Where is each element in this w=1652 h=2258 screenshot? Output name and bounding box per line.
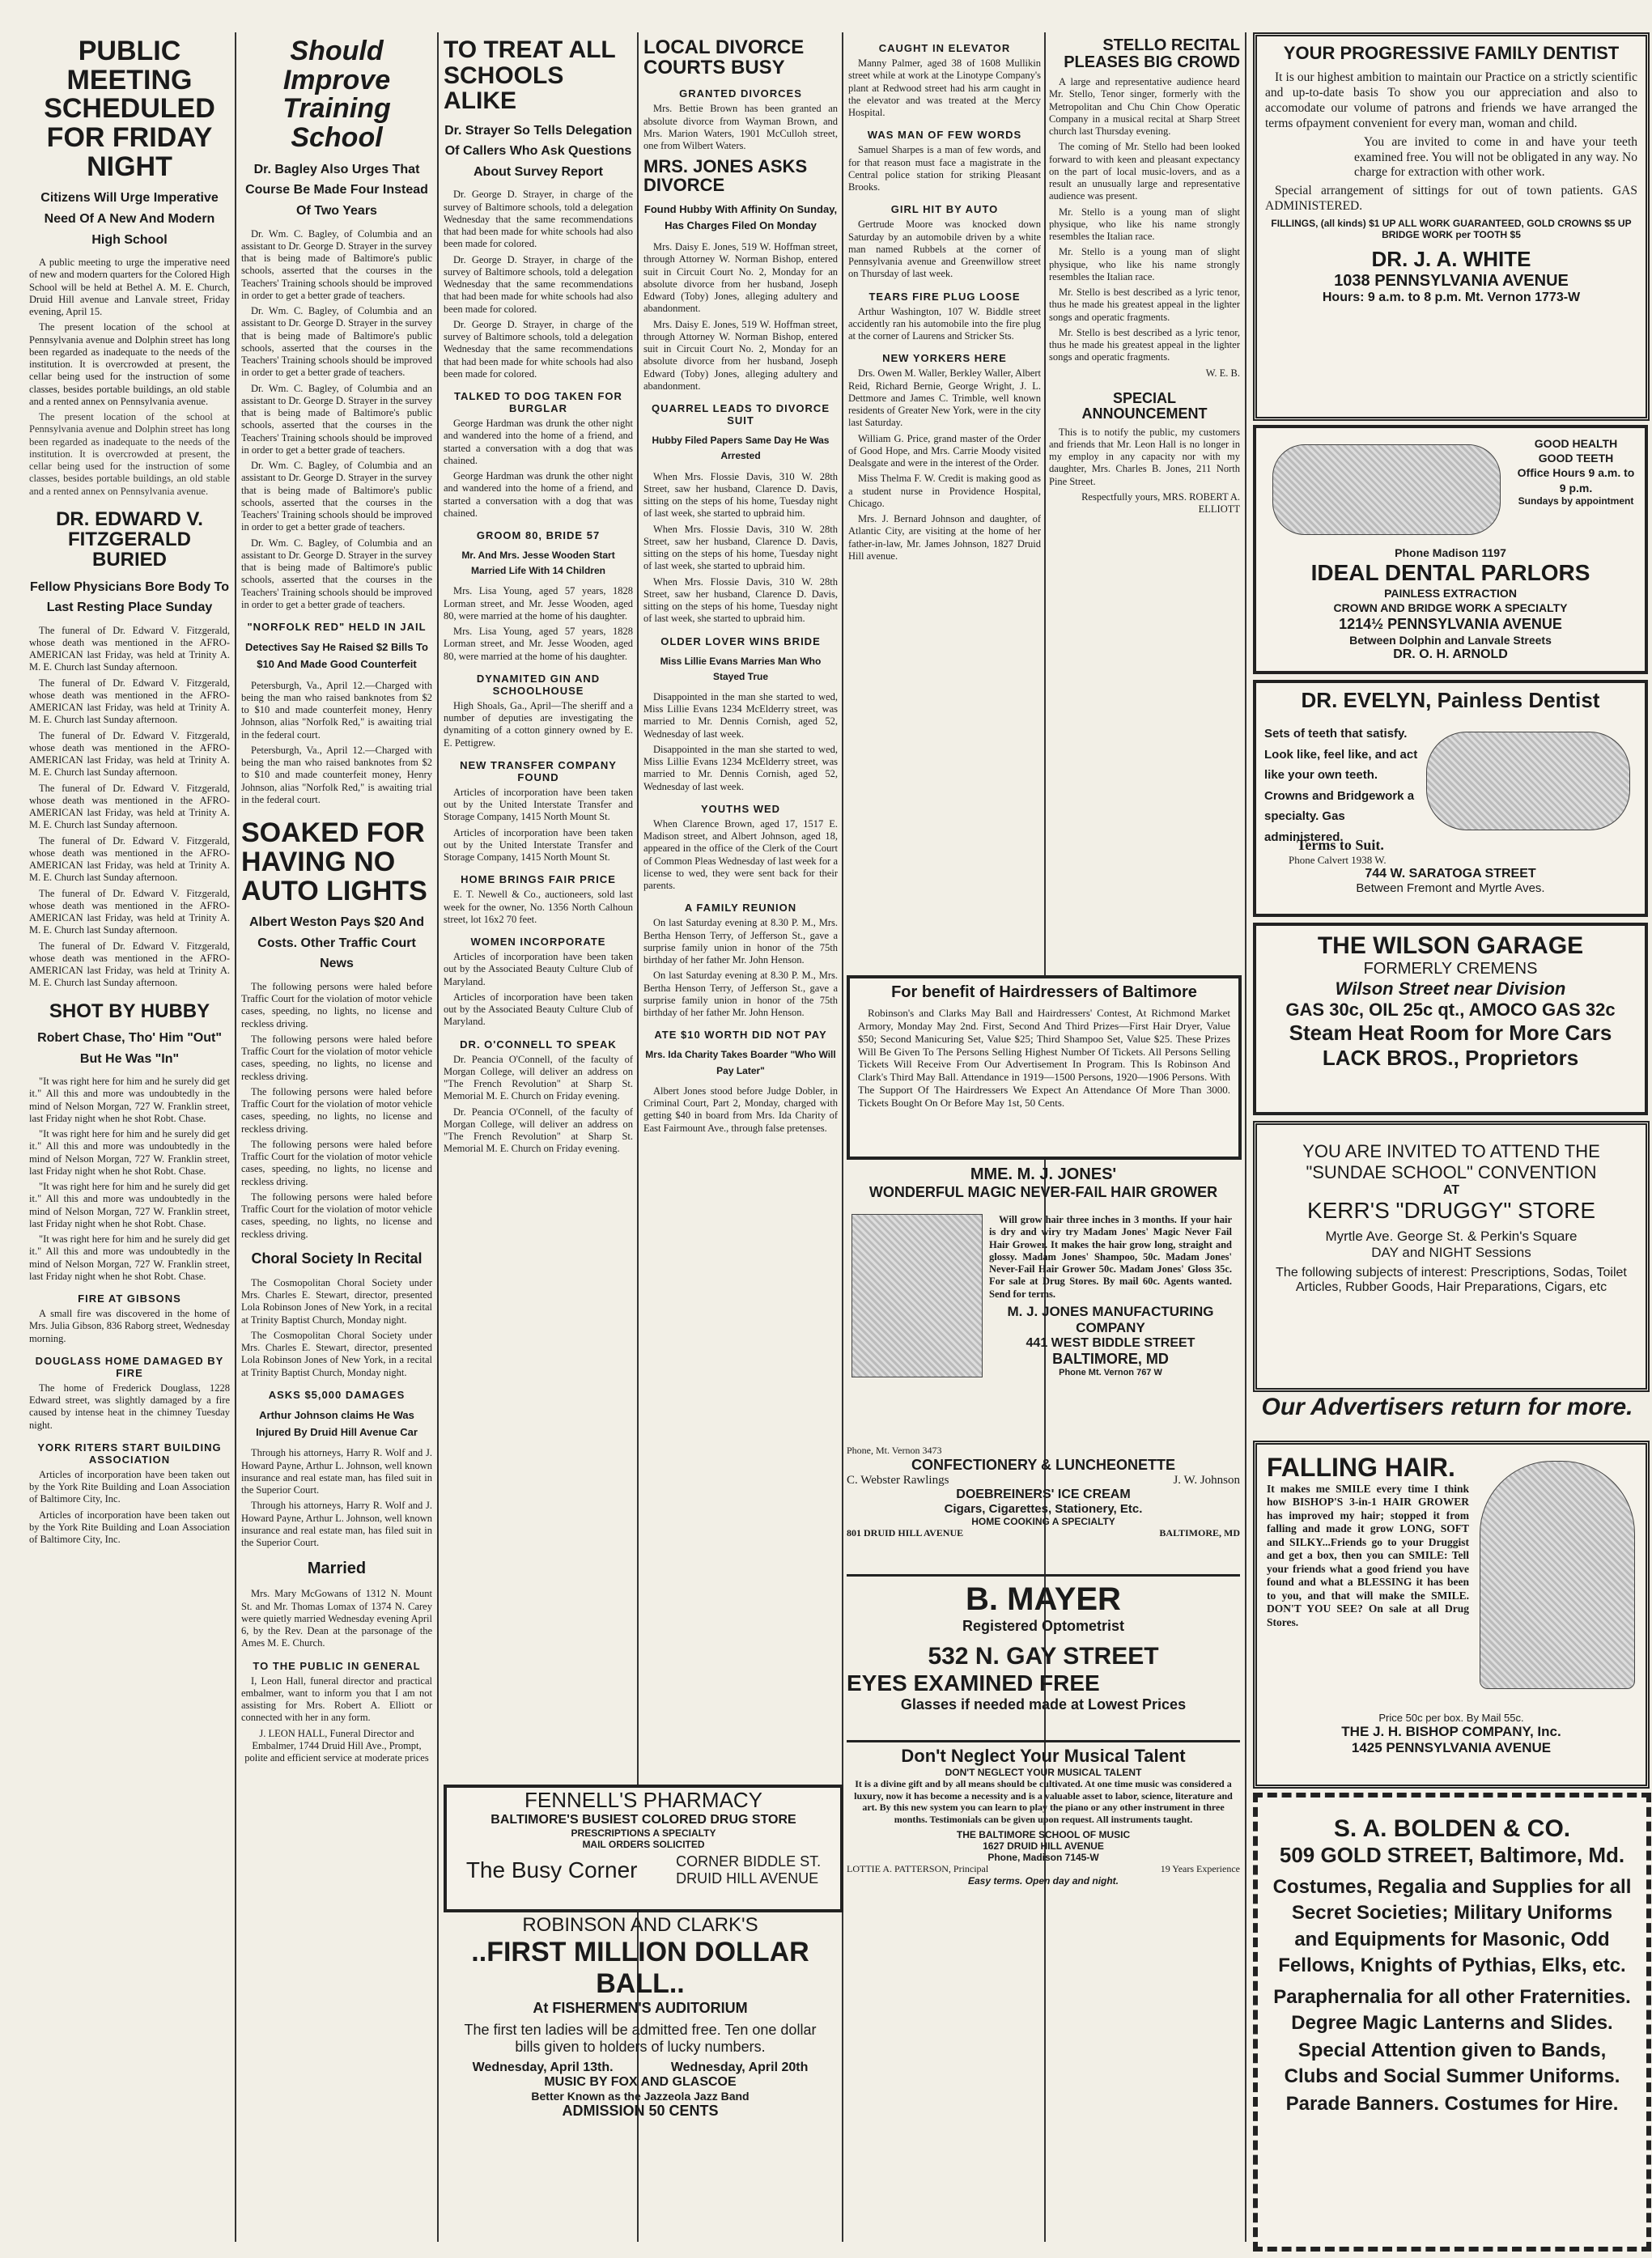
headline-fitzgerald: DR. EDWARD V. FITZGERALD BURIED <box>56 507 203 571</box>
ad-title: ..FIRST MILLION DOLLAR BALL.. <box>471 1937 809 1999</box>
column-2 <box>241 32 432 2242</box>
article-paragraph: The funeral of Dr. Edward V. Fitzgerald, whose death was mentioned in the AFRO-AMERICAN last Friday, was held at Trinity A. M. E. Church last Sunday afternoon. <box>29 834 230 884</box>
ad-title: S. A. BOLDEN & CO. <box>1333 1815 1571 1842</box>
ad-kerr <box>1253 1121 1650 1392</box>
ad-subtitle: DON'T NEGLECT YOUR MUSICAL TALENT <box>945 1767 1142 1778</box>
article-paragraph: Mr. Stello is a young man of slight physique, who like his name strongly resembles the Italian race. <box>1049 246 1240 282</box>
article-paragraph: Mrs. Lisa Young, aged 57 years, 1828 Lorman street, and Mr. Jesse Wooden, aged 80, were married at the home of his daughter. <box>444 626 633 662</box>
article-paragraph: Articles of incorporation have been taken out by the United Interstate Transfer and Storage Company, 1415 North Mount St. <box>444 826 633 864</box>
ad-title: DR. EVELYN, Painless Dentist <box>1301 688 1600 712</box>
article-paragraph: Dr. Peancia O'Connell, of the faculty of Morgan College, will deliver an address on "The French Revolution" at Sharp St. Memorial M. E. Church on Friday evening. <box>444 1053 633 1102</box>
article-paragraph: Samuel Sharpes is a man of few words, and for that reason must face a magistrate in the Central police station for striking Pleasant Brooks. <box>848 144 1041 193</box>
ad-name-left: C. Webster Rawlings <box>847 1474 949 1487</box>
subhead-older-lover: OLDER LOVER WINS BRIDE <box>660 635 821 647</box>
signature-web: W. E. B. <box>1205 367 1240 379</box>
ad-subtitle: BALTIMORE'S BUSIEST COLORED DRUG STORE <box>491 1813 796 1827</box>
ad-fennell <box>444 1785 843 1912</box>
ad-title: YOUR PROGRESSIVE FAMILY DENTIST <box>1283 43 1620 63</box>
ad-prices: FILLINGS, (all kinds) $1 UP ALL WORK GUARANTEED, GOLD CROWNS $5 UP BRIDGE WORK per TOOTH $5 <box>1271 218 1632 241</box>
ad-phone: Phone Calvert 1938 W. <box>1289 854 1387 866</box>
ad-line: HOME COOKING A SPECIALTY <box>971 1516 1115 1527</box>
subhead-fire-plug: TEARS FIRE PLUG LOOSE <box>868 290 1021 303</box>
article-paragraph: On last Saturday evening at 8.30 P. M., Mrs. Bertha Henson Terry, of Jefferson St., gave a surprise family union in honor of the 75th birthday of her father Mr. John Henson. <box>643 917 838 966</box>
article-paragraph: A large and representative audience heard Mr. Stello, Tenor singer, formerly with the Metropolitan and Chu Chin Chow Operatic Company in a musical recital at Sharp Street church last Thursday evening. <box>1049 76 1240 137</box>
ad-subtitle: Registered Optometrist <box>962 1618 1125 1634</box>
article-paragraph: Dr. George D. Strayer, in charge of the survey of Baltimore schools, told a delegation Wednesday that the same recommendations that had been made for white schools had also been made for colored. <box>444 253 633 315</box>
ad-bolden <box>1253 1793 1651 2252</box>
subhead-quarrel: QUARREL LEADS TO DIVORCE SUIT <box>652 402 830 427</box>
article-paragraph: George Hardman was drunk the other night and wandered into the home of a friend, and started a conversation with a dog that was chained. <box>444 470 633 519</box>
ad-venue: At FISHERMEN'S AUDITORIUM <box>533 2000 748 2016</box>
ad-title: MME. M. J. JONES' <box>970 1165 1117 1183</box>
subhead-york-riters: YORK RITERS START BUILDING ASSOCIATION <box>37 1441 222 1466</box>
ad-music: MUSIC BY FOX AND GLASCOE <box>544 2075 737 2089</box>
teeth-illustration <box>1272 444 1501 535</box>
column-rule <box>437 32 439 2242</box>
article-paragraph: E. T. Newell & Co., auctioneers, sold last week for the owner, No. 1356 North Calhoun street, lot 16x2 70 feet. <box>444 889 633 925</box>
article-paragraph: Articles of incorporation have been taken out by the York Rite Building and Loan Association of Baltimore City, Inc. <box>29 1468 230 1505</box>
subhead-fire-gibsons: FIRE AT GIBSONS <box>78 1292 181 1305</box>
article-paragraph: Mrs. J. Bernard Johnson and daughter, of Atlantic City, are visiting at the home of her father-in-law, Mr. James Johnson, 1827 Druid Hill avenue. <box>848 513 1041 562</box>
column-4 <box>643 32 838 1246</box>
subhead-norfolk-red: "NORFOLK RED" HELD IN JAIL <box>247 621 427 634</box>
article-paragraph: Petersburgh, Va., April 12.—Charged with being the man who raised banknotes from $2 to $10 and made counterfeit money, Henry Johnson, alias "Norfolk Red," is awaiting trial in the federal court. <box>241 744 432 805</box>
article-paragraph: The coming of Mr. Stello had been looked forward to with keen and pleasant expectancy on the part of local music-lovers, and as a result an unusually large and representative audience was present. <box>1049 141 1240 202</box>
article-paragraph: The present location of the school at Pennsylvania avenue and Dolphin street has long been regarded as inadequate to the needs of the institution. It is overcrowded at present, the cellar being used for the instruction of some classes, besides portable buildings, an old stable and a rented annex on Pennsylvania avenue. <box>29 411 230 497</box>
subhead-home-price: HOME BRINGS FAIR PRICE <box>461 873 616 886</box>
deck-fitzgerald: Fellow Physicians Bore Body To Last Resting Place Sunday <box>30 579 229 615</box>
article-paragraph: Articles of incorporation have been taken out by the Associated Beauty Culture Club of Maryland. <box>444 991 633 1028</box>
article-paragraph: "It was right here for him and he surely did get it." All this and more was undoubtedly in the mind of Nelson Morgan, 727 W. Franklin street, last Friday night when he shot Robt. Chase. <box>29 1233 230 1282</box>
article-paragraph: The funeral of Dr. Edward V. Fitzgerald, whose death was mentioned in the AFRO-AMERICAN last Friday, was held at Trinity A. M. E. Church last Sunday afternoon. <box>29 782 230 831</box>
article-paragraph: The following persons were haled before Traffic Court for the violation of motor vehicle cases, speeding, no lights, no license and reckless driving. <box>241 1085 432 1135</box>
ad-body: The first ten ladies will be admitted free. Ten one dollar bills given to holders of lucky numbers. <box>464 2022 817 2055</box>
subhead-douglass-home: DOUGLASS HOME DAMAGED BY FIRE <box>35 1354 224 1379</box>
headline-divorce-courts: LOCAL DIVORCE COURTS BUSY <box>643 36 805 79</box>
ad-line: DAY and NIGHT Sessions <box>1371 1245 1531 1260</box>
column-6 <box>1049 32 1240 963</box>
article-paragraph: Mrs. Mary McGowans of 1312 N. Mount St. and Mr. Thomas Lomax of 1374 N. Carey were quietly married Wednesday evening April 6, by the Rev. Dean at the parsonage of the Ames M. E. Church. <box>241 1588 432 1649</box>
subhead-groom: GROOM 80, BRIDE 57 <box>476 529 601 542</box>
subhead-elevator: CAUGHT IN ELEVATOR <box>878 42 1011 54</box>
subhead-youths-wed: YOUTHS WED <box>700 802 781 815</box>
ad-address: 1214½ PENNSYLVANIA AVENUE <box>1339 615 1562 632</box>
article-paragraph: Dr. Wm. C. Bagley, of Columbia and an assistant to Dr. George D. Strayer in the survey that is being made of Baltimore's public schools, asserted that the courses in the Teachers' Training schools should be improved in order to get a better grade of teachers. <box>241 305 432 379</box>
article-paragraph: Arthur Washington, 107 W. Biddle street accidently ran his automobile into the fire plug at the corner of Laurens and Stricker Sts. <box>848 305 1041 342</box>
subhead-married: Married <box>307 1560 367 1578</box>
ad-address: 532 N. GAY STREET <box>928 1643 1159 1670</box>
signature-leon-hall: J. LEON HALL, Funeral Director and Embalmer, 1744 Druid Hill Ave., Prompt, polite and efficient service at moderate prices <box>244 1727 429 1764</box>
ad-line: PRESCRIPTIONS A SPECIALTY <box>571 1827 716 1839</box>
ad-at: AT <box>1442 1183 1460 1197</box>
ad-ideal-dental <box>1253 425 1648 674</box>
deck-damages: Arthur Johnson claims He Was Injured By Druid Hill Avenue Car <box>256 1408 418 1438</box>
ad-city: BALTIMORE, MD <box>1159 1527 1240 1539</box>
article-paragraph: The following persons were haled before Traffic Court for the violation of motor vehicle cases, speeding, no lights, no license and reckless driving. <box>241 1033 432 1082</box>
article-paragraph: Dr. Wm. C. Bagley, of Columbia and an assistant to Dr. George D. Strayer in the survey that is being made of Baltimore's public schools, asserted that the courses in the Teachers' Training schools should be improved in order to get a better grade of teachers. <box>241 227 432 301</box>
ad-line: Parade Banners. Costumes for Hire. <box>1285 2093 1619 2116</box>
article-paragraph: High Shoals, Ga., April—The sheriff and a number of deputies are investigating the dynamiting of a cotton ginnery owned by E. E. Pettigrew. <box>444 699 633 749</box>
ad-address: 1425 PENNSYLVANIA AVENUE <box>1351 1740 1552 1755</box>
ad-line: MAIL ORDERS SOLICITED <box>582 1839 705 1850</box>
ad-name-right: J. W. Johnson <box>1173 1474 1240 1487</box>
ad-line: CROWN AND BRIDGE WORK A SPECIALTY <box>1333 601 1568 615</box>
ad-body: It is our highest ambition to maintain our Practice on a strictly scientific and up-to-date basis To show you our appreciation and also to accomodate our volume of patrons and friends we have arranged the terms ofpayment convenient for every man, woman and child. <box>1265 70 1637 130</box>
ad-line: "SUNDAE SCHOOL" CONVENTION <box>1306 1162 1597 1182</box>
subhead-transfer: NEW TRANSFER COMPANY FOUND <box>460 758 617 783</box>
ad-body: Robinson's and Clarks May Ball and Hairdressers' Contest, At Richmond Market Armory, Monday May 2nd. First, Second And Third Prizes—First Hair Dryer, Value $50; Second Manicuring Set, Value $25; Third Shampoo Set, Value $25. These Prizes Will Be Given To The Persons Selling Highest Number Of Tickets. All Persons Selling Tickets Will Receive From Our Advertisement In Program. This Is Robinson And Clark's Third May Ball. Attendance in 1919—1500 Persons, 1920—1906 Persons. With The Support Of The Hairdressers We Expect An Attendance Of More Than 3000. Tickets Bought On Or Before May 1st, 50 Cents. <box>858 1007 1230 1110</box>
ad-body: Sets of teeth that satisfy. Look like, feel like, and act like your own teeth. Crowns and Bridgework a specialty. Gas administered. <box>1264 727 1418 844</box>
article-paragraph: Miss Thelma F. W. Credit is making good as a student nurse in Providence Hospital, Chicago. <box>848 473 1041 509</box>
subhead-granted: GRANTED DIVORCES <box>679 87 802 100</box>
ad-subtitle: WONDERFUL MAGIC NEVER-FAIL HAIR GROWER <box>868 1184 1218 1200</box>
ad-hairdressers <box>847 975 1242 1160</box>
article-paragraph: When Clarence Brown, aged 17, 1517 E. Madison street, and Albert Johnson, aged 18, appeared in the office of the Clerk of the Court of Common Pleas Wednesday of last week for a license to wed, they were sent back for their parents. <box>643 817 838 892</box>
article-paragraph: On last Saturday evening at 8.30 P. M., Mrs. Bertha Henson Terry, of Jefferson St., gave a surprise family union in honor of the 75th birthday of her father Mr. John Henson. <box>643 970 838 1019</box>
ad-hours: Sundays by appointment <box>1518 494 1634 507</box>
ad-date: Wednesday, April 13th. <box>472 2061 614 2074</box>
article-paragraph: A public meeting to urge the imperative need of new and modern quarters for the Colored High School will be held at Bethel A. M. E. Church, Druid Hill avenue and Lanvale street, Friday evening, April 15. <box>29 257 230 318</box>
column-rule <box>235 32 236 2242</box>
tagline-advertisers: Our Advertisers return for more. <box>1261 1394 1633 1420</box>
article-paragraph: Articles of incorporation have been taken out by the Associated Beauty Culture Club of Maryland. <box>444 951 633 987</box>
ad-line: Between Dolphin and Lanvale Streets <box>1349 633 1552 647</box>
column-rule <box>1245 32 1246 2242</box>
headline-treat-schools: TO TREAT ALL SCHOOLS ALIKE <box>444 36 616 114</box>
ad-line: Degree Magic Lanterns and Slides. <box>1291 2011 1613 2034</box>
headline-soaked: SOAKED FOR HAVING NO AUTO LIGHTS <box>241 817 427 906</box>
article-paragraph: When Mrs. Flossie Davis, 310 W. 28th Street, saw her husband, Clarence D. Davis, sitting on the steps of his home, Tuesday night of last week, she started to upbraid him. <box>643 470 838 520</box>
ad-hours: Office Hours 9 a.m. to 9 p.m. <box>1517 466 1635 494</box>
ad-busy-corner: The Busy Corner <box>465 1857 638 1882</box>
article-paragraph: Dr. Wm. C. Bagley, of Columbia and an assistant to Dr. George D. Strayer in the survey that is being made of Baltimore's public schools, asserted that the courses in the Teachers' Training schools should be improved in order to get a better grade of teachers. <box>241 460 432 533</box>
ad-hours: Hours: 9 a.m. to 8 p.m. Mt. Vernon 1773-W <box>1322 291 1581 305</box>
article-paragraph: Mr. Stello is best described as a lyric tenor, thus he made his greatest appeal in the lighter songs and operatic fragments. <box>1049 286 1240 323</box>
subhead-ate-10: ATE $10 WORTH DID NOT PAY <box>654 1029 827 1042</box>
article-paragraph: The present location of the school at Pennsylvania avenue and Dolphin street has long been regarded as inadequate to the needs of the institution. It is overcrowded at present, the cellar being used for the instruction of some classes, besides portable buildings, an old stable and a rented annex on Pennsylvania avenue. <box>29 321 230 407</box>
ad-phone: Phone, Mt. Vernon 3473 <box>847 1445 942 1456</box>
ad-address: 1627 DRUID HILL AVENUE <box>983 1840 1104 1852</box>
subhead-dynamited: DYNAMITED GIN AND SCHOOLHOUSE <box>476 672 601 697</box>
article-paragraph: Dr. George D. Strayer, in charge of the survey of Baltimore schools, told a delegation Wednesday that the same recommendations that had been made for white schools had also been made for colored. <box>444 318 633 380</box>
article-paragraph: This is to notify the public, my customers and friends that Mr. Leon Hall is no longer in my employ in any capacity nor with my daughter, Mrs. Charles B. Jones, 211 North Pine Street. <box>1049 426 1240 487</box>
deck-soaked: Albert Weston Pays $20 And Costs. Other Traffic Court News <box>248 915 425 971</box>
article-paragraph: Albert Jones stood before Judge Dobler, in Criminal Court, Part 2, Monday, charged with getting $40 in board from Mrs. Ida Charity of East Fairmount Ave., through false pretenses. <box>643 1084 838 1134</box>
article-paragraph: The funeral of Dr. Edward V. Fitzgerald, whose death was mentioned in the AFRO-AMERICAN last Friday, was held at Trinity A. M. E. Church last Sunday afternoon. <box>29 677 230 726</box>
article-paragraph: Articles of incorporation have been taken out by the United Interstate Transfer and Storage Company, 1415 North Mount St. <box>444 786 633 823</box>
article-paragraph: The funeral of Dr. Edward V. Fitzgerald, whose death was mentioned in the AFRO-AMERICAN last Friday, was held at Trinity A. M. E. Church last Sunday afternoon. <box>29 624 230 673</box>
article-paragraph: The Cosmopolitan Choral Society under Mrs. Charles E. Stewart, director, presented Lola Robinson Jones of New York, in a recital at Trinity Baptist Church, Monday night. <box>241 1276 432 1326</box>
ad-city: BALTIMORE, MD <box>1052 1350 1169 1367</box>
subhead-oconnell: DR. O'CONNELL TO SPEAK <box>460 1038 617 1050</box>
article-paragraph: Articles of incorporation have been taken out by the York Rite Building and Loan Association of Baltimore City, Inc. <box>29 1509 230 1546</box>
headline-mrs-jones: MRS. JONES ASKS DIVORCE <box>643 156 808 196</box>
article-paragraph: William G. Price, grand master of the Order of Good Hope, and Mrs. Carrie Moody visited Dealsgate and were in the interest of the Order. <box>848 432 1041 469</box>
ad-dr-evelyn <box>1253 680 1648 917</box>
headline-public-meeting: PUBLIC MEETING SCHEDULED FOR FRIDAY NIGHT <box>44 36 215 182</box>
ad-title: FALLING HAIR. <box>1267 1453 1455 1482</box>
article-paragraph: The funeral of Dr. Edward V. Fitzgerald, whose death was mentioned in the AFRO-AMERICAN last Friday, was held at Trinity A. M. E. Church last Sunday afternoon. <box>29 729 230 779</box>
ad-address: 509 GOLD STREET, Baltimore, Md. <box>1279 1843 1625 1867</box>
article-paragraph: Manny Palmer, aged 38 of 1608 Mullikin street while at work at the Linotype Company's plant at Redwood street had his arm caught in the elevator and was treated at the Mercy Hospital. <box>848 57 1041 118</box>
deck-mrs-jones: Found Hubby With Affinity On Sunday, Has Charges Filed On Monday <box>643 202 838 232</box>
ad-phone: Phone Madison 1197 <box>1395 546 1506 559</box>
ad-mayer <box>847 1574 1240 1738</box>
subhead-damages: ASKS $5,000 DAMAGES <box>268 1388 406 1401</box>
denture-illustration <box>1426 732 1630 830</box>
article-paragraph: Disappointed in the man she started to wed, Miss Lillie Evans 1234 McElderry street, was married to Mr. Dennis Cornish, aged 52, Wednesday of last week. <box>643 690 838 740</box>
column-3 <box>444 32 633 1246</box>
subhead-few-words: WAS MAN OF FEW WORDS <box>867 129 1022 142</box>
ad-line: PAINLESS EXTRACTION <box>1384 587 1517 601</box>
article-paragraph: I, Leon Hall, funeral director and practical embalmer, want to inform you that I am not assisting for Mrs. Robert A. Elliott or connected with her in any form. <box>241 1674 432 1724</box>
deck-shot: Robert Chase, Tho' Him "Out" But He Was "In" <box>37 1030 222 1066</box>
ad-phone: Phone Mt. Vernon 767 W <box>1059 1367 1162 1377</box>
ad-title: FENNELL'S PHARMACY <box>524 1788 762 1812</box>
ad-proprietors: LACK BROS., Proprietors <box>1322 1046 1579 1070</box>
ad-title: Don't Neglect Your Musical Talent <box>901 1746 1186 1766</box>
ad-body: Special arrangement of sittings for out of town patients. GAS ADMINISTERED. <box>1265 184 1637 214</box>
ad-formerly: FORMERLY CREMENS <box>1363 960 1538 978</box>
article-paragraph: The following persons were haled before Traffic Court for the violation of motor vehicle cases, speeding, no lights, no license and reckless driving. <box>241 1138 432 1187</box>
column-1 <box>29 32 230 2242</box>
article-paragraph: Dr. Peancia O'Connell, of the faculty of Morgan College, will deliver an address on "The French Revolution" at Sharp St. Memorial M. E. Church on Friday evening. <box>444 1106 633 1155</box>
ad-street: Wilson Street near Division <box>1335 978 1566 999</box>
ad-address: CORNER BIDDLE ST. <box>676 1853 822 1870</box>
subhead-talked-to-dog: TALKED TO DOG TAKEN FOR BURGLAR <box>454 390 622 415</box>
ad-title: B. MAYER <box>966 1581 1121 1617</box>
article-paragraph: Mr. Stello is best described as a lyric tenor, thus he made his greatest appeal in the lighter songs and operatic fragments. <box>1049 326 1240 363</box>
ad-line: Steam Heat Room for More Cars <box>1289 1021 1612 1045</box>
ad-title: For benefit of Hairdressers of Baltimore <box>891 983 1197 1001</box>
ad-principal: LOTTIE A. PATTERSON, Principal <box>847 1862 989 1874</box>
headline-special-announcement: SPECIAL ANNOUNCEMENT <box>1081 389 1208 422</box>
ad-experience: 19 Years Experience <box>1160 1862 1240 1874</box>
subhead-women: WOMEN INCORPORATE <box>470 936 606 949</box>
subhead-public-general: TO THE PUBLIC IN GENERAL <box>253 1659 421 1672</box>
article-paragraph: A small fire was discovered in the home of Mrs. Julia Gibson, 836 Raborg street, Wednesday morning. <box>29 1308 230 1344</box>
article-paragraph: Through his attorneys, Harry R. Wolf and J. Howard Payne, Arthur L. Johnson, well known insurance and real estate man, has filed suit in the Superior Court. <box>241 1500 432 1549</box>
ad-dr-white <box>1253 32 1650 421</box>
subhead-girl-hit: GIRL HIT BY AUTO <box>890 203 999 216</box>
article-paragraph: Dr. Wm. C. Bagley, of Columbia and an assistant to Dr. George D. Strayer in the survey that is being made of Baltimore's public schools, asserted that the courses in the Teachers' Training schools should be improved in order to get a better grade of teachers. <box>241 382 432 456</box>
ad-line: Costumes, Regalia and Supplies for all Secret Societies; Military Uniforms and Equipments for Masonic, Odd Fellows, Knights of Pythias, Elks, etc. <box>1272 1876 1632 1977</box>
ad-address: DRUID HILL AVENUE <box>676 1870 819 1887</box>
ad-terms: Terms to Suit. <box>1297 837 1384 853</box>
ad-title: CONFECTIONERY & LUNCHEONETTE <box>911 1457 1175 1473</box>
ad-body: It is a divine gift and by all means should be cultivated. At one time music was considered a luxury, now it has become a necessity and is a valuable asset to labor, science, literature and art. By this new system you can learn to play the piano or any other instrument in three months. Testimonials can be given upon request. All instruments taught. <box>854 1778 1233 1825</box>
ad-address: 744 W. SARATOGA STREET <box>1365 867 1536 881</box>
ad-company: THE J. H. BISHOP COMPANY, Inc. <box>1341 1724 1561 1739</box>
ad-title: THE WILSON GARAGE <box>1317 932 1584 959</box>
article-paragraph: Disappointed in the man she started to wed, Miss Lillie Evans 1234 McElderry street, was married to Mr. Dennis Cornish, aged 52, Wednesday of last week. <box>643 743 838 792</box>
ad-band: Better Known as the Jazzeola Jazz Band <box>531 2090 750 2103</box>
ad-address: 441 WEST BIDDLE STREET <box>1026 1335 1195 1350</box>
ad-ball <box>444 1914 837 2238</box>
ad-line: Glasses if needed made at Lowest Prices <box>900 1696 1187 1713</box>
subhead-choral: Choral Society In Recital <box>251 1250 423 1267</box>
deck-ate-10: Mrs. Ida Charity Takes Boarder "Who Will Pay Later" <box>645 1049 836 1076</box>
ad-phone: Phone, Madison 7145-W <box>987 1851 1099 1863</box>
deck-older-lover: Miss Lillie Evans Marries Man Who Stayed True <box>660 655 822 682</box>
ad-line: Special Attention given to Bands, Clubs and Social Summer Uniforms. <box>1284 2039 1620 2087</box>
ad-wilson-garage <box>1253 923 1648 1115</box>
headline-shot-by-hubby: SHOT BY HUBBY <box>49 1000 210 1022</box>
ad-tagline: EYES EXAMINED FREE <box>847 1670 1100 1696</box>
article-paragraph: The following persons were haled before Traffic Court for the violation of motor vehicle cases, speeding, no lights, no license and reckless driving. <box>241 1191 432 1240</box>
article-paragraph: Petersburgh, Va., April 12.—Charged with being the man who raised banknotes from $2 to $10 and made counterfeit money, Henry Johnson, alias "Norfolk Red," is awaiting trial in the federal court. <box>241 679 432 741</box>
deck-norfolk: Detectives Say He Raised $2 Bills To $10 And Made Good Counterfeit <box>245 641 428 670</box>
headline-training-school: Should Improve Training School <box>282 36 391 154</box>
ad-body: It makes me SMILE every time I think how BISHOP'S 3-in-1 HAIR GROWER has improved my hair; stopped it from falling and made it grow LONG, SOFT and SILKY...Friends go to your Druggist and get a box, then you can SMILE: Tell your friends what a good friend you have found and what a BLESSING it has been to you, and that will make the SMILE. DON'T YOU SEE? On sale at all Drug Stores. <box>1267 1483 1469 1628</box>
ad-address: 1038 PENNSYLVANIA AVENUE <box>1334 272 1569 291</box>
ad-body: You are invited to come in and have your teeth examined free. You will not be obligated in any way. No charge for extraction with other work. <box>1354 134 1637 180</box>
portrait-image <box>851 1214 983 1377</box>
ad-name: DR. J. A. WHITE <box>1371 247 1531 272</box>
deck-training-school: Dr. Bagley Also Urges That Course Be Made Four Instead Of Two Years <box>245 162 428 218</box>
ad-line: Paraphernalia for all other Fraternities. <box>1273 1985 1631 2008</box>
ad-confectionery <box>847 1445 1240 1558</box>
ad-company: M. J. JONES MANUFACTURING COMPANY <box>1007 1303 1214 1335</box>
deck-groom: Mr. And Mrs. Jesse Wooden Start Married Life With 14 Children <box>461 550 615 577</box>
ad-line: YOU ARE INVITED TO ATTEND THE <box>1302 1141 1600 1161</box>
woman-illustration <box>1480 1461 1635 1689</box>
ad-hours: Easy terms. Open day and night. <box>967 1874 1119 1887</box>
article-paragraph: "It was right here for him and he surely did get it." All this and more was undoubtedly in the mind of Nelson Morgan, 727 W. Franklin street, last Friday night when he shot Robt. Chase. <box>29 1076 230 1124</box>
ad-top: ROBINSON AND CLARK'S <box>522 1914 758 1936</box>
ad-line: GOOD TEETH <box>1538 452 1614 465</box>
article-paragraph: Mrs. Daisy E. Jones, 519 W. Hoffman street, through Attorney W. Norman Bishop, entered suit in Circuit Court No. 2, Monday for an absolute divorce from her husband, Joseph Edward (Toby) Jones, alleging adultery and abandonment. <box>643 241 838 315</box>
article-paragraph: Mr. Stello is a young man of slight physique, who like his name strongly resembles the Italian race. <box>1049 206 1240 242</box>
ad-music <box>847 1740 1240 1929</box>
ad-address: 801 DRUID HILL AVENUE <box>847 1527 964 1539</box>
article-paragraph: George Hardman was drunk the other night and wandered into the home of a friend, and started a conversation with a dog that was chained. <box>444 418 633 466</box>
ad-prices: GAS 30c, OIL 25c qt., AMOCO GAS 32c <box>1285 1000 1616 1020</box>
deck-treat-schools: Dr. Strayer So Tells Delegation Of Callers Who Ask Questions About Survey Report <box>444 123 632 179</box>
ad-jones <box>847 1165 1240 1432</box>
ad-name: DR. O. H. ARNOLD <box>1393 647 1508 661</box>
ad-line: Cigars, Cigarettes, Stationery, Etc. <box>944 1502 1143 1516</box>
article-paragraph: When Mrs. Flossie Davis, 310 W. 28th Street, saw her husband, Clarence D. Davis, sitting on the steps of his home, Tuesday night of last week, she started to upbraid him. <box>643 523 838 572</box>
article-paragraph: "It was right here for him and he surely did get it." All this and more was undoubtedly in the mind of Nelson Morgan, 727 W. Franklin street, last Friday night when he shot Robt. Chase. <box>29 1128 230 1177</box>
article-paragraph: Mrs. Daisy E. Jones, 519 W. Hoffman street, through Attorney W. Norman Bishop, entered suit in Circuit Court No. 2, Monday for an absolute divorce from her husband, Joseph Edward (Toby) Jones, alleging adultery and abandonment. <box>643 318 838 392</box>
ad-falling-hair <box>1253 1441 1650 1789</box>
article-paragraph: Through his attorneys, Harry R. Wolf and J. Howard Payne, Arthur L. Johnson, well known insurance and real estate man, has filed suit in the Superior Court. <box>241 1447 432 1496</box>
article-paragraph: The Cosmopolitan Choral Society under Mrs. Charles E. Stewart, director, presented Lola Robinson Jones of New York, in a recital at Trinity Baptist Church, Monday night. <box>241 1329 432 1378</box>
article-paragraph: The funeral of Dr. Edward V. Fitzgerald, whose death was mentioned in the AFRO-AMERICAN last Friday, was held at Trinity A. M. E. Church last Sunday afternoon. <box>29 940 230 989</box>
ad-body: Will grow hair three inches in 3 months. If your hair is dry and wiry try Madam Jones' Magic Never Fail Hair Grower. It makes the hair grow long, straight and glossy. Madam Jones' Shampoo, 50c. Madam Jones' Never-Fail Hair Grower 50c. Madam Jones' Gloss 35c. For sale at Drug Stores. By mail 60c. Agents wanted. Send for terms. <box>989 1214 1232 1300</box>
ad-line: DOEBREINERS' ICE CREAM <box>956 1488 1131 1501</box>
ad-price: Price 50c per box. By Mail 55c. <box>1378 1712 1524 1724</box>
ad-address: Myrtle Ave. George St. & Perkin's Square <box>1325 1229 1578 1244</box>
article-paragraph: Drs. Owen M. Waller, Berkley Waller, Albert Reid, Richard Bernie, George Wright, J. L. Dettmore and James C. Trimble, well known residents of Greater New York, were in the city last Saturday. <box>848 367 1041 429</box>
headline-stello: STELLO RECITAL PLEASES BIG CROWD <box>1064 36 1240 71</box>
signature-elliott: Respectfully yours, MRS. ROBERT A. ELLIOTT <box>1081 490 1240 516</box>
deck-quarrel: Hubby Filed Papers Same Day He Was Arrested <box>652 435 830 462</box>
article-paragraph: Mrs. Lisa Young, aged 57 years, 1828 Lorman street, and Mr. Jesse Wooden, aged 80, were married at the home of his daughter. <box>444 585 633 622</box>
ad-line: Between Fremont and Myrtle Aves. <box>1356 881 1545 895</box>
ad-admission: ADMISSION 50 CENTS <box>562 2103 719 2119</box>
ad-date: Wednesday, April 20th <box>670 2061 809 2074</box>
subhead-new-yorkers: NEW YORKERS HERE <box>882 352 1007 365</box>
ad-body: The following subjects of interest: Prescriptions, Sodas, Toilet Articles, Rubber Goods, Hair Preparations, Cigars, etc <box>1276 1266 1627 1294</box>
article-paragraph: Dr. George D. Strayer, in charge of the survey of Baltimore schools, told a delegation Wednesday that the same recommendations that had been made for white schools had also been made for colored. <box>444 189 633 250</box>
article-paragraph: The funeral of Dr. Edward V. Fitzgerald, whose death was mentioned in the AFRO-AMERICAN last Friday, was held at Trinity A. M. E. Church last Sunday afternoon. <box>29 887 230 936</box>
ad-school: THE BALTIMORE SCHOOL OF MUSIC <box>956 1828 1131 1840</box>
column-5 <box>848 32 1041 963</box>
article-paragraph: Gertrude Moore was knocked down Saturday by an automobile driven by a white man named Rubbels at the corner of Pennsylvania avenue and Greenwillow street on Thursday of last week. <box>848 219 1041 280</box>
article-paragraph: When Mrs. Flossie Davis, 310 W. 28th Street, saw her husband, Clarence D. Davis, sitting on the steps of his home, Tuesday night of last week, she started to upbraid him. <box>643 575 838 625</box>
article-paragraph: Mrs. Bettie Brown has been granted an absolute divorce from Wayman Brown, and Mrs. Marion Waters, 1901 McCulloh street, one from Wilbert Waters. <box>643 103 838 152</box>
article-paragraph: The home of Frederick Douglass, 1228 Edward street, was slightly damaged by a fire caused by intense heat in the chimney Tuesday night. <box>29 1382 230 1431</box>
article-paragraph: "It was right here for him and he surely did get it." All this and more was undoubtedly in the mind of Nelson Morgan, 727 W. Franklin street, last Friday night when he shot Robt. Chase. <box>29 1181 230 1229</box>
article-paragraph: The following persons were haled before Traffic Court for the violation of motor vehicle cases, speeding, no lights, no license and reckless driving. <box>241 980 432 1029</box>
deck-public-meeting: Citizens Will Urge Imperative Need Of A New And Modern High School <box>40 191 219 247</box>
ad-title: IDEAL DENTAL PARLORS <box>1310 560 1590 586</box>
ad-title: KERR'S "DRUGGY" STORE <box>1306 1198 1596 1223</box>
article-paragraph: Dr. Wm. C. Bagley, of Columbia and an assistant to Dr. George D. Strayer in the survey that is being made of Baltimore's public schools, asserted that the courses in the Teachers' Training schools should be improved in order to get a better grade of teachers. <box>241 537 432 610</box>
subhead-reunion: A FAMILY REUNION <box>684 902 797 915</box>
ad-line: GOOD HEALTH <box>1534 437 1618 450</box>
